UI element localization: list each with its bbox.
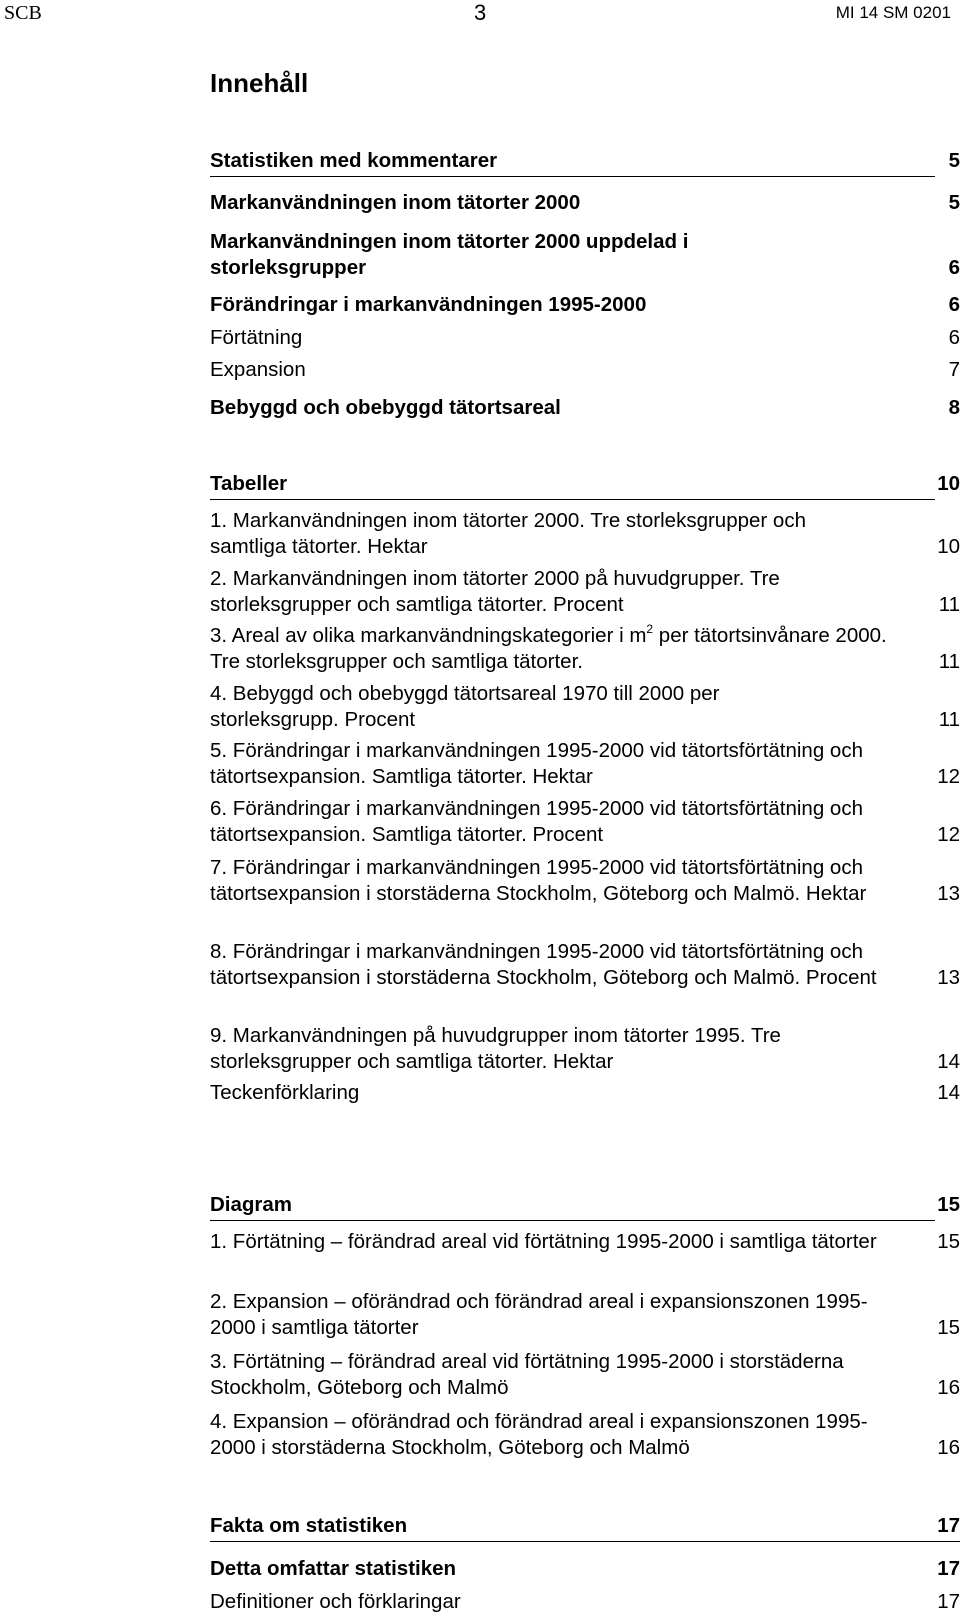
entry-page: 16 bbox=[937, 1376, 960, 1399]
entry-text: 3. Areal av olika markanvändningskategorier i $m^2$ per tätortsinvånare 2000. Tre storleksgrupper och samtliga tätorter. bbox=[210, 622, 887, 673]
toc-entry[interactable] bbox=[210, 623, 960, 675]
toc-section-fakta[interactable] bbox=[210, 1513, 960, 1539]
toc-entry[interactable] bbox=[210, 796, 960, 848]
toc-entry[interactable] bbox=[210, 738, 960, 790]
entry-text: Förtätning bbox=[210, 326, 303, 349]
header-doc-id: MI 14 SM 0201 bbox=[835, 3, 951, 22]
toc-entry[interactable] bbox=[210, 1589, 960, 1615]
section-heading: Diagram bbox=[210, 1193, 293, 1216]
entry-page: 15 bbox=[937, 1230, 960, 1253]
toc-entry[interactable] bbox=[210, 357, 960, 383]
entry-page: 12 bbox=[937, 823, 960, 846]
section-page: 17 bbox=[937, 1514, 960, 1537]
toc-entry[interactable] bbox=[210, 292, 960, 318]
entry-page: 15 bbox=[937, 1316, 960, 1339]
entry-page: 11 bbox=[938, 593, 960, 616]
entry-page: 11 bbox=[938, 650, 960, 673]
toc-entry[interactable] bbox=[210, 229, 960, 281]
section-heading: Fakta om statistiken bbox=[210, 1514, 408, 1537]
entry-page: 16 bbox=[937, 1436, 960, 1459]
toc-entry[interactable] bbox=[210, 939, 960, 991]
entry-text: 1. Förtätning – förändrad areal vid förtätning 1995-2000 i samtliga tätorter bbox=[210, 1230, 877, 1253]
entry-text: Markanvändningen inom tätorter 2000 bbox=[210, 191, 581, 214]
entry-page: 17 bbox=[937, 1590, 960, 1613]
entry-text: 1. Markanvändningen inom tätorter 2000. Tre storleksgrupper och samtliga tätorter. Hektar bbox=[210, 509, 806, 558]
entry-text: 2. Markanvändningen inom tätorter 2000 på huvudgrupper. Tre storleksgrupper och samtliga tätorter. Procent bbox=[210, 567, 780, 616]
toc-entry[interactable] bbox=[210, 1023, 960, 1075]
entry-text: 7. Förändringar i markanvändningen 1995-2000 vid tätortsförtätning och tätortsexpansion i storstäderna Stockholm, Göteborg och Malmö. Hektar bbox=[210, 856, 867, 905]
entry-text: Förändringar i markanvändningen 1995-2000 bbox=[210, 293, 647, 316]
entry-text: 4. Bebyggd och obebyggd tätortsareal 1970 till 2000 per storleksgrupp. Procent bbox=[210, 682, 720, 731]
section-heading: Statistiken med kommentarer bbox=[210, 149, 498, 172]
section-heading: Tabeller bbox=[210, 472, 288, 495]
entry-page: 5 bbox=[948, 191, 960, 214]
entry-page: 13 bbox=[937, 966, 960, 989]
section-page: 10 bbox=[937, 472, 960, 495]
section-divider bbox=[210, 176, 935, 177]
toc-entry[interactable] bbox=[210, 681, 960, 733]
section-divider bbox=[210, 1541, 960, 1542]
entry-page: 17 bbox=[937, 1557, 960, 1580]
entry-page: 6 bbox=[948, 293, 960, 316]
header-org: SCB bbox=[4, 2, 42, 24]
toc-entry[interactable] bbox=[210, 325, 960, 351]
superscript: 2 bbox=[646, 622, 654, 636]
toc-entry[interactable] bbox=[210, 1229, 960, 1255]
page-number: 3 bbox=[474, 0, 487, 25]
entry-page: 8 bbox=[948, 396, 960, 419]
toc-entry[interactable] bbox=[210, 1556, 960, 1582]
entry-text: Expansion bbox=[210, 358, 306, 381]
toc-section-diagram[interactable] bbox=[210, 1192, 960, 1218]
entry-text: Teckenförklaring bbox=[210, 1081, 360, 1104]
entry-text: 6. Förändringar i markanvändningen 1995-2000 vid tätortsförtätning och tätortsexpansion. Samtliga tätorter. Procent bbox=[210, 797, 863, 846]
entry-text: 9. Markanvändningen på huvudgrupper inom tätorter 1995. Tre storleksgrupper och samtliga tätorter. Hektar bbox=[210, 1024, 781, 1073]
entry-page: 6 bbox=[948, 326, 960, 349]
toc-section-tabeller[interactable] bbox=[210, 471, 960, 497]
entry-text: 8. Förändringar i markanvändningen 1995-2000 vid tätortsförtätning och tätortsexpansion i storstäderna Stockholm, Göteborg och Malmö. Procent bbox=[210, 940, 877, 989]
section-page: 15 bbox=[937, 1193, 960, 1216]
toc-entry[interactable] bbox=[210, 190, 960, 216]
toc-entry[interactable] bbox=[210, 395, 960, 421]
toc-entry[interactable] bbox=[210, 1080, 960, 1106]
toc-entry[interactable] bbox=[210, 1289, 960, 1341]
toc-section-statistik[interactable] bbox=[210, 148, 960, 174]
entry-text: Detta omfattar statistiken bbox=[210, 1557, 457, 1580]
toc-entry[interactable] bbox=[210, 508, 960, 560]
entry-page: 10 bbox=[937, 535, 960, 558]
entry-page: 12 bbox=[937, 765, 960, 788]
entry-page: 6 bbox=[948, 256, 960, 279]
entry-page: 14 bbox=[937, 1081, 960, 1104]
page-header bbox=[0, 0, 960, 30]
entry-text: Definitioner och förklaringar bbox=[210, 1590, 461, 1613]
entry-page: 14 bbox=[937, 1050, 960, 1073]
page-title: Innehåll bbox=[210, 68, 309, 98]
entry-page: 13 bbox=[937, 882, 960, 905]
entry-page: 7 bbox=[948, 358, 960, 381]
toc-entry[interactable] bbox=[210, 855, 960, 907]
entry-text: Bebyggd och obebyggd tätortsareal bbox=[210, 396, 561, 419]
section-divider bbox=[210, 1220, 935, 1221]
entry-text: 5. Förändringar i markanvändningen 1995-2000 vid tätortsförtätning och tätortsexpansion. Samtliga tätorter. Hektar bbox=[210, 739, 863, 788]
toc-entry[interactable] bbox=[210, 566, 960, 618]
section-page: 5 bbox=[948, 149, 960, 172]
section-divider bbox=[210, 499, 935, 500]
entry-page: 11 bbox=[938, 708, 960, 731]
entry-text: 4. Expansion – oförändrad och förändrad areal i expansionszonen 1995-2000 i storstäderna Stockholm, Göteborg och Malmö bbox=[210, 1410, 868, 1459]
entry-text: 3. Förtätning – förändrad areal vid förtätning 1995-2000 i storstäderna Stockholm, Göteborg och Malmö bbox=[210, 1350, 844, 1399]
toc-entry[interactable] bbox=[210, 1409, 960, 1461]
entry-text: Markanvändningen inom tätorter 2000 uppdelad i storleksgrupper bbox=[210, 230, 689, 279]
toc-entry[interactable] bbox=[210, 1349, 960, 1401]
entry-text: 2. Expansion – oförändrad och förändrad areal i expansionszonen 1995-2000 i samtliga tätorter bbox=[210, 1290, 868, 1339]
